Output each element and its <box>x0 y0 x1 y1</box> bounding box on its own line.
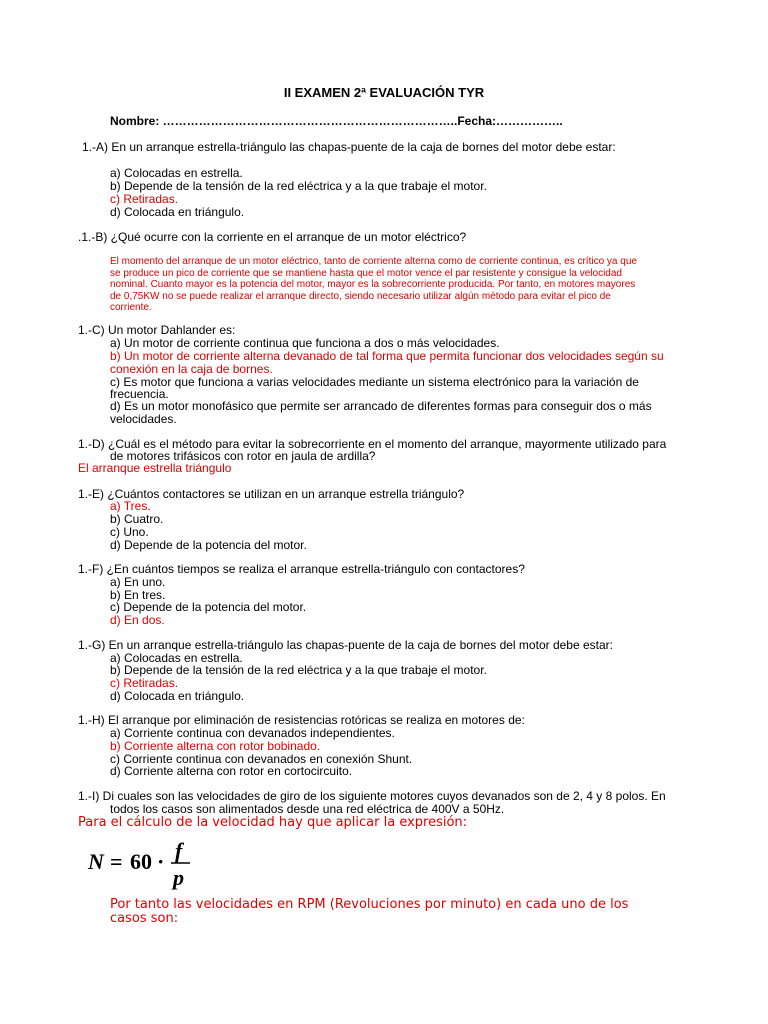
q1a-option-d: d) Colocada en triángulo. <box>110 205 245 219</box>
q1h-option-b-answer: b) Corriente alterna con rotor bobinado. <box>110 739 321 753</box>
question-1a: 1.-A) En un arranque estrella-triángulo las chapas-puente de la caja de bornes del motor debe estar: <box>82 140 616 154</box>
speed-formula <box>86 836 196 892</box>
q1f-option-d-answer: d) En dos. <box>110 613 165 627</box>
q1h-option-d: d) Corriente alterna con rotor en cortocircuito. <box>110 764 353 778</box>
q1e-option-d: d) Depende de la potencia del motor. <box>110 538 307 552</box>
q1e-option-a-answer: a) Tres. <box>110 499 151 513</box>
q1g-option-a: a) Colocadas en estrella. <box>110 651 243 665</box>
q1f-option-a: a) En uno. <box>110 575 166 589</box>
q1b-answer-line-1: El momento del arranque de un motor eléctrico, tanto de corriente alterna como de corriente continua, es crítico ya que <box>110 256 637 267</box>
q1c-option-b-answer-cont: conexión en la caja de bornes. <box>110 362 273 376</box>
formula-lhs: N <box>88 849 104 874</box>
q1d-answer: El arranque estrella triángulo <box>78 461 232 475</box>
q1h-option-a: a) Corriente continua con devanados independientes. <box>110 726 395 740</box>
q1h-option-c: c) Corriente continua con devanados en conexión Shunt. <box>110 752 413 766</box>
q1b-answer-line-3: nominal. Cuanto mayor es la potencia del motor, mayor es la sobrecorriente producida. Por tanto, en motores mayores <box>110 279 636 290</box>
question-1f: 1.-F) ¿En cuántos tiempos se realiza el arranque estrella-triángulo con contactores? <box>78 562 525 576</box>
q1g-option-b: b) Depende de la tensión de la red eléctrica y a la que trabaje el motor. <box>110 663 487 677</box>
q1g-option-d: d) Colocada en triángulo. <box>110 689 245 703</box>
question-1d-line-2: de motores trifásicos con rotor en jaula de ardilla? <box>110 449 376 463</box>
q1c-option-d-cont: velocidades. <box>110 412 177 426</box>
formula-equals: = <box>110 849 123 874</box>
q1i-answer-intro: Para el cálculo de la velocidad hay que aplicar la expresión: <box>78 815 468 830</box>
q1e-option-c: c) Uno. <box>110 525 149 539</box>
q1f-option-b: b) En tres. <box>110 588 166 602</box>
q1g-option-c-answer: c) Retiradas. <box>110 676 179 690</box>
q1b-answer-line-2: se produce un pico de corriente que se mantiene hasta que el motor vence el par resistente y consigue la velocidad <box>110 267 622 279</box>
formula-numerator: f <box>175 838 183 863</box>
q1c-option-c: c) Es motor que funciona a varias velocidades mediante un sistema electrónico para la variación de <box>110 375 639 389</box>
q1c-option-d: d) Es un motor monofásico que permite ser arrancado de diferentes formas para conseguir dos o más <box>110 399 652 413</box>
q1c-option-a: a) Un motor de corriente continua que funciona a dos o más velocidades. <box>110 336 500 350</box>
q1i-answer-after-line-1: Por tanto las velocidades en RPM (Revoluciones por minuto) en cada uno de los <box>110 897 629 912</box>
q1a-option-a: a) Colocadas en estrella. <box>110 166 243 180</box>
question-1c: 1.-C) Un motor Dahlander es: <box>78 323 236 337</box>
q1b-answer-line-5: corriente. <box>110 302 152 313</box>
question-1g: 1.-G) En un arranque estrella-triángulo las chapas-puente de la caja de bornes del motor debe estar: <box>78 638 613 652</box>
formula-denominator: p <box>173 865 184 890</box>
q1c-option-c-cont: frecuencia. <box>110 387 169 401</box>
question-1d-line-1: 1.-D) ¿Cuál es el método para evitar la sobrecorriente en el momento del arranque, mayormente utilizado para <box>78 437 667 451</box>
question-1h: 1.-H) El arranque por eliminación de resistencias rotóricas se realiza en motores de: <box>78 713 525 727</box>
page-title: II EXAMEN 2ª EVALUACIÓN TYR <box>283 85 485 100</box>
name-date-line: Nombre: ………………………………………………………………..Fecha:…………….. <box>110 114 563 128</box>
question-1e: 1.-E) ¿Cuántos contactores se utilizan en un arranque estrella triángulo? <box>78 487 465 501</box>
q1e-option-b: b) Cuatro. <box>110 512 164 526</box>
q1a-option-b: b) Depende de la tensión de la red eléctrica y a la que trabaje el motor. <box>110 179 487 193</box>
formula-dot: · <box>157 849 165 874</box>
q1b-answer-line-4: de 0,75KW no se puede realizar el arranque directo, siendo necesario utilizar algún método para evitar el pico de <box>110 290 611 302</box>
q1c-option-b-answer: b) Un motor de corriente alterna devanado de tal forma que permita funcionar dos velocidades según su <box>110 349 664 363</box>
question-1i-line-1: 1.-I) Di cuales son las velocidades de giro de los siguiente motores cuyos devanados son de 2, 4 y 8 polos. En <box>78 789 666 803</box>
q1f-option-c: c) Depende de la potencia del motor. <box>110 600 307 614</box>
question-1i-line-2: todos los casos son alimentados desde una red eléctrica de 400V a 50Hz. <box>110 802 505 816</box>
question-1b: .1.-B) ¿Qué ocurre con la corriente en el arranque de un motor eléctrico? <box>78 230 467 244</box>
q1i-answer-after-line-2: casos son: <box>110 911 179 926</box>
formula-coefficient: 60 <box>130 849 152 874</box>
q1a-option-c-answer: c) Retiradas. <box>110 192 179 206</box>
